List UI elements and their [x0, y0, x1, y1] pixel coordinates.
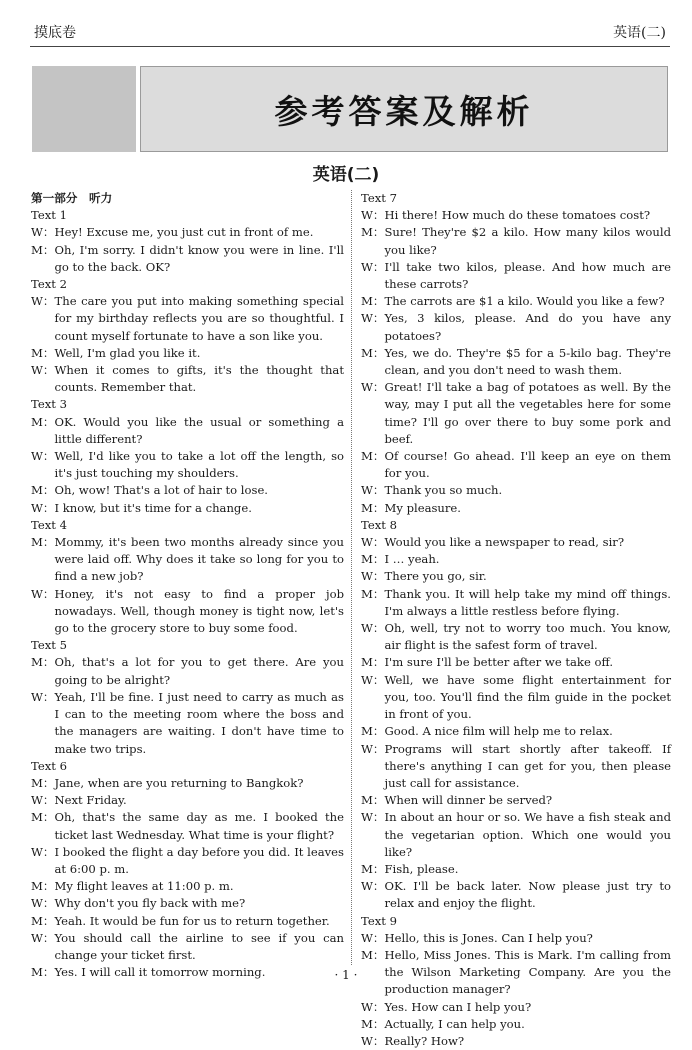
column-divider: [351, 190, 352, 965]
speaker-label: W：: [361, 569, 385, 584]
speaker-label: W：: [361, 1033, 385, 1048]
speaker-label: M：: [31, 535, 55, 550]
dialogue-text: Great! I'll take a bag of potatoes as well. By the way, may I put all the vegetables here for some time? I'll go over there to buy some pork and beef.: [384, 380, 671, 446]
speaker-label: M：: [361, 586, 385, 601]
dialogue-text: Good. A nice film will help me to relax.: [384, 724, 613, 739]
dialogue-text: Yes, 3 kilos, please. And do you have any potatoes?: [384, 311, 671, 343]
speaker-label: M：: [361, 449, 385, 464]
speaker-label: M：: [361, 655, 385, 670]
dialogue-line: [31, 792, 344, 809]
dialogue-line: [361, 534, 671, 551]
text-label: Text 8: [361, 517, 397, 532]
text-label: Text 4: [31, 517, 67, 532]
dialogue-line: [361, 568, 671, 585]
speaker-label: W：: [31, 844, 55, 859]
dialogue-text: When will dinner be served?: [384, 793, 553, 808]
dialogue-text: Well, we have some flight entertainment for you, too. You'll find the film guide in the pocket in front of you.: [384, 672, 671, 722]
dialogue-line: [31, 345, 344, 362]
speaker-label: W：: [361, 930, 385, 945]
dialogue-line: [31, 844, 344, 878]
dialogue-line: [361, 448, 671, 482]
dialogue-text: Next Friday.: [54, 793, 127, 808]
dialogue-line: [361, 878, 671, 912]
dialogue-line: [31, 362, 344, 396]
dialogue-line: [31, 930, 344, 964]
dialogue-text: Of course! Go ahead. I'll keep an eye on them for you.: [384, 449, 671, 481]
dialogue-line: [361, 259, 671, 293]
dialogue-text: I'll take two kilos, please. And how much are these carrots?: [384, 259, 671, 292]
speaker-label: M：: [31, 879, 55, 894]
dialogue-line: [361, 551, 671, 568]
speaker-label: W：: [31, 363, 55, 378]
dialogue-line: [31, 895, 344, 912]
dialogue-text: Actually, I can help you.: [384, 1016, 525, 1031]
dialogue-text: Oh, wow! That's a lot of hair to lose.: [54, 483, 268, 498]
header-right: 英语(二): [613, 25, 666, 41]
speaker-label: W：: [361, 483, 385, 498]
dialogue-text: The carrots are $1 a kilo. Would you like a few?: [384, 294, 665, 309]
dialogue-text: When it comes to gifts, it's the thought that counts. Remember that.: [54, 363, 344, 395]
dialogue-line: [31, 586, 344, 638]
speaker-label: W：: [361, 311, 385, 326]
speaker-label: W：: [31, 500, 55, 515]
speaker-label: W：: [31, 449, 55, 464]
speaker-label: M：: [361, 724, 385, 739]
dialogue-line: [361, 809, 671, 861]
speaker-label: M：: [31, 965, 55, 980]
dialogue-text: Thank you. It will help take my mind off things. I'm always a little restless before flying.: [384, 586, 671, 618]
speaker-label: W：: [31, 930, 55, 945]
dialogue-text: Yes, we do. They're $5 for a 5-kilo bag. They're clean, and you don't need to wash them.: [384, 345, 671, 378]
dialogue-line: [361, 379, 671, 448]
dialogue-line: [361, 723, 671, 740]
dialogue-line: [31, 689, 344, 758]
dialogue-text: Oh, that's a lot for you to get there. Are you going to be alright?: [54, 655, 344, 687]
dialogue-text: Jane, when are you returning to Bangkok?: [54, 775, 304, 790]
speaker-label: M：: [361, 793, 385, 808]
text-label: Text 2: [31, 277, 67, 292]
speaker-label: W：: [361, 535, 385, 550]
left-column: [31, 190, 344, 981]
dialogue-line: [361, 500, 671, 517]
dialogue-text: I … yeah.: [384, 552, 440, 567]
banner: [140, 66, 668, 152]
dialogue-line: [31, 809, 344, 843]
dialogue-line: [31, 293, 344, 345]
dialogue-line: [31, 482, 344, 499]
banner-title: 参考答案及解析: [274, 91, 534, 131]
dialogue-text: Hello, this is Jones. Can I help you?: [384, 930, 593, 945]
speaker-label: M：: [361, 1016, 385, 1031]
dialogue-text: Oh, that's the same day as me. I booked the ticket last Wednesday. What time is your flight?: [54, 810, 344, 842]
dialogue-line: [361, 930, 671, 947]
text-label: Text 1: [31, 208, 67, 223]
section-heading: 第一部分 听力: [31, 191, 113, 205]
dialogue-text: My pleasure.: [384, 500, 461, 515]
speaker-label: W：: [361, 208, 385, 223]
dialogue-text: Fish, please.: [384, 861, 459, 876]
dialogue-text: I'm sure I'll be better after we take off.: [384, 655, 613, 670]
dialogue-line: [361, 999, 671, 1016]
section-subtitle: 英语(二): [312, 165, 380, 185]
dialogue-text: I booked the flight a day before you did. It leaves at 6:00 p. m.: [54, 844, 344, 876]
dialogue-line: [361, 293, 671, 310]
dialogue-text: Hey! Excuse me, you just cut in front of me.: [54, 225, 314, 240]
dialogue-line: [361, 1033, 671, 1050]
dialogue-line: [31, 414, 344, 448]
text-label: Text 9: [361, 913, 397, 928]
dialogue-text: Yeah. It would be fun for us to return together.: [54, 913, 330, 928]
header-left: 摸底卷: [34, 25, 76, 41]
dialogue-text: Sure! They're $2 a kilo. How many kilos would you like?: [384, 225, 671, 257]
dialogue-line: [361, 672, 671, 724]
dialogue-line: [361, 586, 671, 620]
speaker-label: M：: [31, 810, 55, 825]
dialogue-text: You should call the airline to see if you can change your ticket first.: [54, 930, 344, 962]
dialogue-text: I know, but it's time for a change.: [54, 500, 252, 515]
dialogue-line: [361, 620, 671, 654]
dialogue-text: Why don't you fly back with me?: [54, 896, 246, 911]
dialogue-text: Hi there! How much do these tomatoes cost?: [384, 208, 651, 223]
dialogue-text: Mommy, it's been two months already since you were laid off. Why does it take so long for you to find a new job?: [54, 535, 344, 584]
speaker-label: M：: [361, 345, 385, 360]
speaker-label: W：: [361, 810, 385, 825]
dialogue-text: Honey, it's not easy to find a proper job nowadays. Well, though money is tight now, let's go to the grocery store to buy some food.: [54, 586, 344, 636]
dialogue-text: Programs will start shortly after takeoff. If there's anything I can get for you, then please just call for assistance.: [384, 741, 671, 790]
speaker-label: W：: [361, 879, 385, 894]
dialogue-text: Hello, Miss Jones. This is Mark. I'm calling from the Wilson Marketing Company. Are you the production manager?: [384, 947, 671, 997]
dialogue-line: [361, 224, 671, 258]
dialogue-text: In about an hour or so. We have a fish steak and the vegetarian option. Which one would you like?: [384, 810, 671, 859]
header-rule: [30, 46, 670, 47]
dialogue-line: [31, 500, 344, 517]
dialogue-line: [31, 775, 344, 792]
speaker-label: M：: [31, 775, 55, 790]
dialogue-line: [361, 792, 671, 809]
speaker-label: M：: [361, 552, 385, 567]
dialogue-line: [361, 861, 671, 878]
dialogue-text: Well, I'm glad you like it.: [54, 345, 201, 360]
speaker-label: M：: [31, 345, 55, 360]
speaker-label: M：: [31, 242, 55, 257]
page-number: · 1 ·: [334, 968, 358, 982]
dialogue-text: OK. Would you like the usual or something a little different?: [54, 414, 344, 446]
dialogue-text: Yes. I will call it tomorrow morning.: [54, 965, 266, 980]
dialogue-text: Really? How?: [384, 1033, 465, 1048]
banner-side-block: [32, 66, 136, 152]
dialogue-line: [361, 310, 671, 344]
dialogue-line: [31, 448, 344, 482]
dialogue-text: Oh, I'm sorry. I didn't know you were in line. I'll go to the back. OK?: [54, 242, 344, 274]
dialogue-text: Oh, well, try not to worry too much. You know, air flight is the safest form of travel.: [384, 621, 671, 653]
speaker-label: M：: [31, 655, 55, 670]
speaker-label: W：: [31, 896, 55, 911]
dialogue-line: [361, 482, 671, 499]
dialogue-line: [31, 878, 344, 895]
dialogue-text: Yes. How can I help you?: [384, 999, 532, 1014]
dialogue-line: [361, 654, 671, 671]
speaker-label: M：: [31, 913, 55, 928]
speaker-label: W：: [31, 586, 55, 601]
dialogue-line: [361, 741, 671, 793]
dialogue-line: [361, 207, 671, 224]
dialogue-text: My flight leaves at 11:00 p. m.: [54, 879, 234, 894]
text-label: Text 3: [31, 397, 67, 412]
speaker-label: W：: [31, 689, 55, 704]
speaker-label: W：: [31, 793, 55, 808]
speaker-label: W：: [31, 225, 55, 240]
speaker-label: M：: [361, 861, 385, 876]
speaker-label: W：: [361, 672, 385, 687]
dialogue-line: [31, 654, 344, 688]
speaker-label: W：: [361, 380, 385, 395]
right-column: [361, 190, 671, 1050]
dialogue-text: There you go, sir.: [384, 569, 487, 584]
speaker-label: M：: [361, 294, 385, 309]
dialogue-text: Thank you so much.: [384, 483, 503, 498]
speaker-label: W：: [361, 259, 385, 274]
dialogue-text: Well, I'd like you to take a lot off the length, so it's just touching my shoulders.: [54, 449, 344, 481]
speaker-label: M：: [361, 947, 385, 962]
speaker-label: W：: [31, 294, 55, 309]
text-label: Text 5: [31, 638, 67, 653]
dialogue-text: Yeah, I'll be fine. I just need to carry as much as I can to the meeting room where the boss and the managers are waiting. I don't have time to make two trips.: [54, 689, 344, 756]
dialogue-line: [31, 224, 344, 241]
dialogue-line: [31, 913, 344, 930]
dialogue-text: OK. I'll be back later. Now please just try to relax and enjoy the flight.: [384, 879, 671, 911]
dialogue-text: The care you put into making something special for my birthday reflects you are so thoughtful. I count myself fortunate to have a son like you.: [54, 294, 344, 343]
speaker-label: M：: [31, 483, 55, 498]
text-label: Text 6: [31, 758, 67, 773]
dialogue-line: [361, 1016, 671, 1033]
speaker-label: W：: [361, 621, 385, 636]
dialogue-line: [31, 242, 344, 276]
speaker-label: M：: [361, 500, 385, 515]
dialogue-line: [31, 534, 344, 586]
text-label: Text 7: [361, 191, 397, 205]
speaker-label: W：: [361, 741, 385, 756]
dialogue-line: [361, 345, 671, 379]
speaker-label: W：: [361, 999, 385, 1014]
speaker-label: M：: [31, 414, 55, 429]
dialogue-text: Would you like a newspaper to read, sir?: [384, 535, 625, 550]
speaker-label: M：: [361, 225, 385, 240]
